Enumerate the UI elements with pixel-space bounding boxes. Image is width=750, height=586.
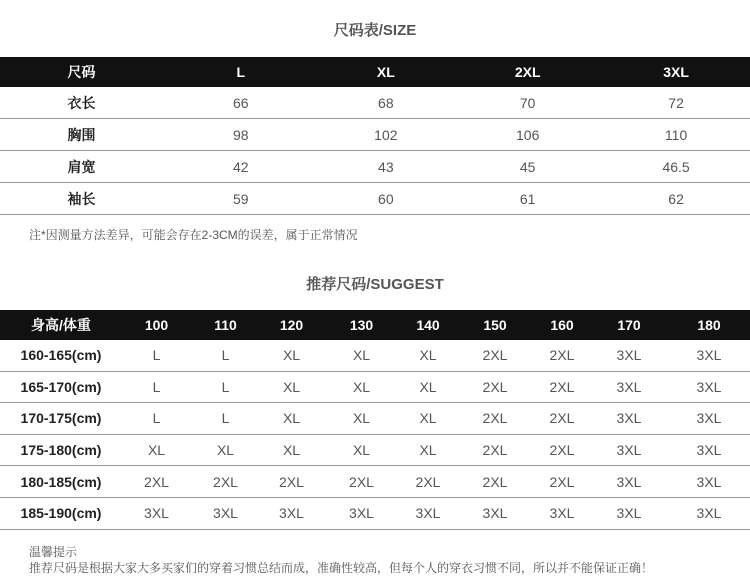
suggest-cell: 3XL — [534, 497, 590, 529]
size-row-label: 袖长 — [0, 183, 163, 215]
suggest-cell: 3XL — [668, 340, 750, 371]
size-cell: 102 — [318, 119, 453, 151]
suggest-cell: 3XL — [590, 497, 668, 529]
suggest-cell: 3XL — [590, 340, 668, 371]
suggest-column-header: 170 — [590, 310, 668, 340]
size-cell: 46.5 — [602, 151, 750, 183]
suggest-cell: 3XL — [400, 497, 456, 529]
suggest-cell: L — [122, 403, 191, 435]
measurement-note: 注*因测量方法差异，可能会存在2-3CM的误差，属于正常情况 — [29, 228, 358, 242]
size-cell: 110 — [602, 119, 750, 151]
table-row — [0, 340, 750, 371]
size-row-label: 肩宽 — [0, 151, 163, 183]
suggest-cell: 3XL — [668, 371, 750, 403]
suggest-column-header: 身高/体重 — [0, 310, 122, 340]
suggest-cell: 2XL — [456, 371, 534, 403]
suggest-cell: 2XL — [534, 403, 590, 435]
suggest-cell: 2XL — [534, 466, 590, 498]
suggest-cell: XL — [400, 434, 456, 466]
size-cell: 70 — [453, 87, 602, 119]
size-table-header — [0, 57, 750, 87]
size-cell: 43 — [318, 151, 453, 183]
size-cell: 45 — [453, 151, 602, 183]
suggest-cell: 3XL — [323, 497, 400, 529]
size-column-header: L — [163, 57, 318, 87]
suggest-table-header — [0, 310, 750, 340]
suggest-cell: 2XL — [400, 466, 456, 498]
table-row — [0, 434, 750, 466]
suggest-column-header: 150 — [456, 310, 534, 340]
suggest-row-label: 165-170(cm) — [0, 371, 122, 403]
suggest-row-label: 170-175(cm) — [0, 403, 122, 435]
suggest-column-header: 140 — [400, 310, 456, 340]
size-cell: 98 — [163, 119, 318, 151]
size-cell: 106 — [453, 119, 602, 151]
size-cell: 66 — [163, 87, 318, 119]
tips-title: 温馨提示 — [29, 545, 78, 559]
suggest-cell: 2XL — [323, 466, 400, 498]
suggest-cell: 2XL — [456, 434, 534, 466]
size-cell: 72 — [602, 87, 750, 119]
suggest-cell: XL — [323, 371, 400, 403]
suggest-cell: 3XL — [668, 403, 750, 435]
suggest-cell: XL — [400, 403, 456, 435]
size-column-header: 2XL — [453, 57, 602, 87]
size-table — [0, 57, 750, 215]
suggest-cell: 3XL — [456, 497, 534, 529]
table-row — [0, 466, 750, 498]
suggest-column-header: 100 — [122, 310, 191, 340]
table-row — [0, 371, 750, 403]
suggest-cell: 3XL — [590, 403, 668, 435]
suggest-row-label: 175-180(cm) — [0, 434, 122, 466]
suggest-row-label: 185-190(cm) — [0, 497, 122, 529]
suggest-column-header: 120 — [260, 310, 323, 340]
suggest-cell: L — [191, 340, 260, 371]
suggest-row-label: 160-165(cm) — [0, 340, 122, 371]
suggest-cell: XL — [260, 434, 323, 466]
suggest-cell: XL — [191, 434, 260, 466]
suggest-cell: XL — [323, 340, 400, 371]
suggest-row-label: 180-185(cm) — [0, 466, 122, 498]
suggest-cell: L — [191, 371, 260, 403]
suggest-cell: XL — [323, 434, 400, 466]
suggest-cell: L — [122, 371, 191, 403]
size-column-header: 3XL — [602, 57, 750, 87]
suggest-cell: 2XL — [456, 466, 534, 498]
size-cell: 61 — [453, 183, 602, 215]
suggest-cell: 3XL — [590, 466, 668, 498]
suggest-cell: 3XL — [590, 434, 668, 466]
suggest-table — [0, 310, 750, 530]
suggest-cell: XL — [260, 371, 323, 403]
suggest-column-header: 130 — [323, 310, 400, 340]
suggest-cell: 3XL — [668, 497, 750, 529]
suggest-cell: 3XL — [122, 497, 191, 529]
size-column-header: XL — [318, 57, 453, 87]
suggest-column-header: 160 — [534, 310, 590, 340]
size-row-label: 胸围 — [0, 119, 163, 151]
table-row — [0, 183, 750, 215]
suggest-cell: 3XL — [668, 434, 750, 466]
table-row — [0, 151, 750, 183]
suggest-cell: XL — [122, 434, 191, 466]
suggest-cell: 2XL — [534, 371, 590, 403]
suggest-cell: 2XL — [456, 340, 534, 371]
suggest-cell: L — [191, 403, 260, 435]
table-row — [0, 497, 750, 529]
table-row — [0, 119, 750, 151]
suggest-cell: 2XL — [191, 466, 260, 498]
suggest-cell: L — [122, 340, 191, 371]
table-row — [0, 403, 750, 435]
size-row-label: 衣长 — [0, 87, 163, 119]
size-cell: 62 — [602, 183, 750, 215]
suggest-cell: XL — [260, 340, 323, 371]
suggest-chart-title: 推荐尺码/SUGGEST — [306, 276, 444, 293]
suggest-cell: 3XL — [191, 497, 260, 529]
suggest-column-header: 180 — [668, 310, 750, 340]
suggest-column-header: 110 — [191, 310, 260, 340]
size-cell: 42 — [163, 151, 318, 183]
suggest-cell: 2XL — [260, 466, 323, 498]
suggest-cell: XL — [400, 340, 456, 371]
tips-text: 推荐尺码是根据大家大多买家们的穿着习惯总结而成，准确性较高，但每个人的穿衣习惯不同，所以并不能保证正确！ — [29, 561, 654, 575]
suggest-cell: 3XL — [668, 466, 750, 498]
size-cell: 59 — [163, 183, 318, 215]
suggest-cell: XL — [260, 403, 323, 435]
suggest-cell: XL — [400, 371, 456, 403]
suggest-cell: 2XL — [456, 403, 534, 435]
suggest-cell: 2XL — [534, 434, 590, 466]
suggest-cell: 2XL — [122, 466, 191, 498]
suggest-cell: XL — [323, 403, 400, 435]
size-chart-title: 尺码表/SIZE — [333, 22, 417, 39]
table-row — [0, 87, 750, 119]
suggest-cell: 3XL — [590, 371, 668, 403]
size-column-header: 尺码 — [0, 57, 163, 87]
suggest-cell: 2XL — [534, 340, 590, 371]
size-cell: 68 — [318, 87, 453, 119]
size-cell: 60 — [318, 183, 453, 215]
suggest-cell: 3XL — [260, 497, 323, 529]
